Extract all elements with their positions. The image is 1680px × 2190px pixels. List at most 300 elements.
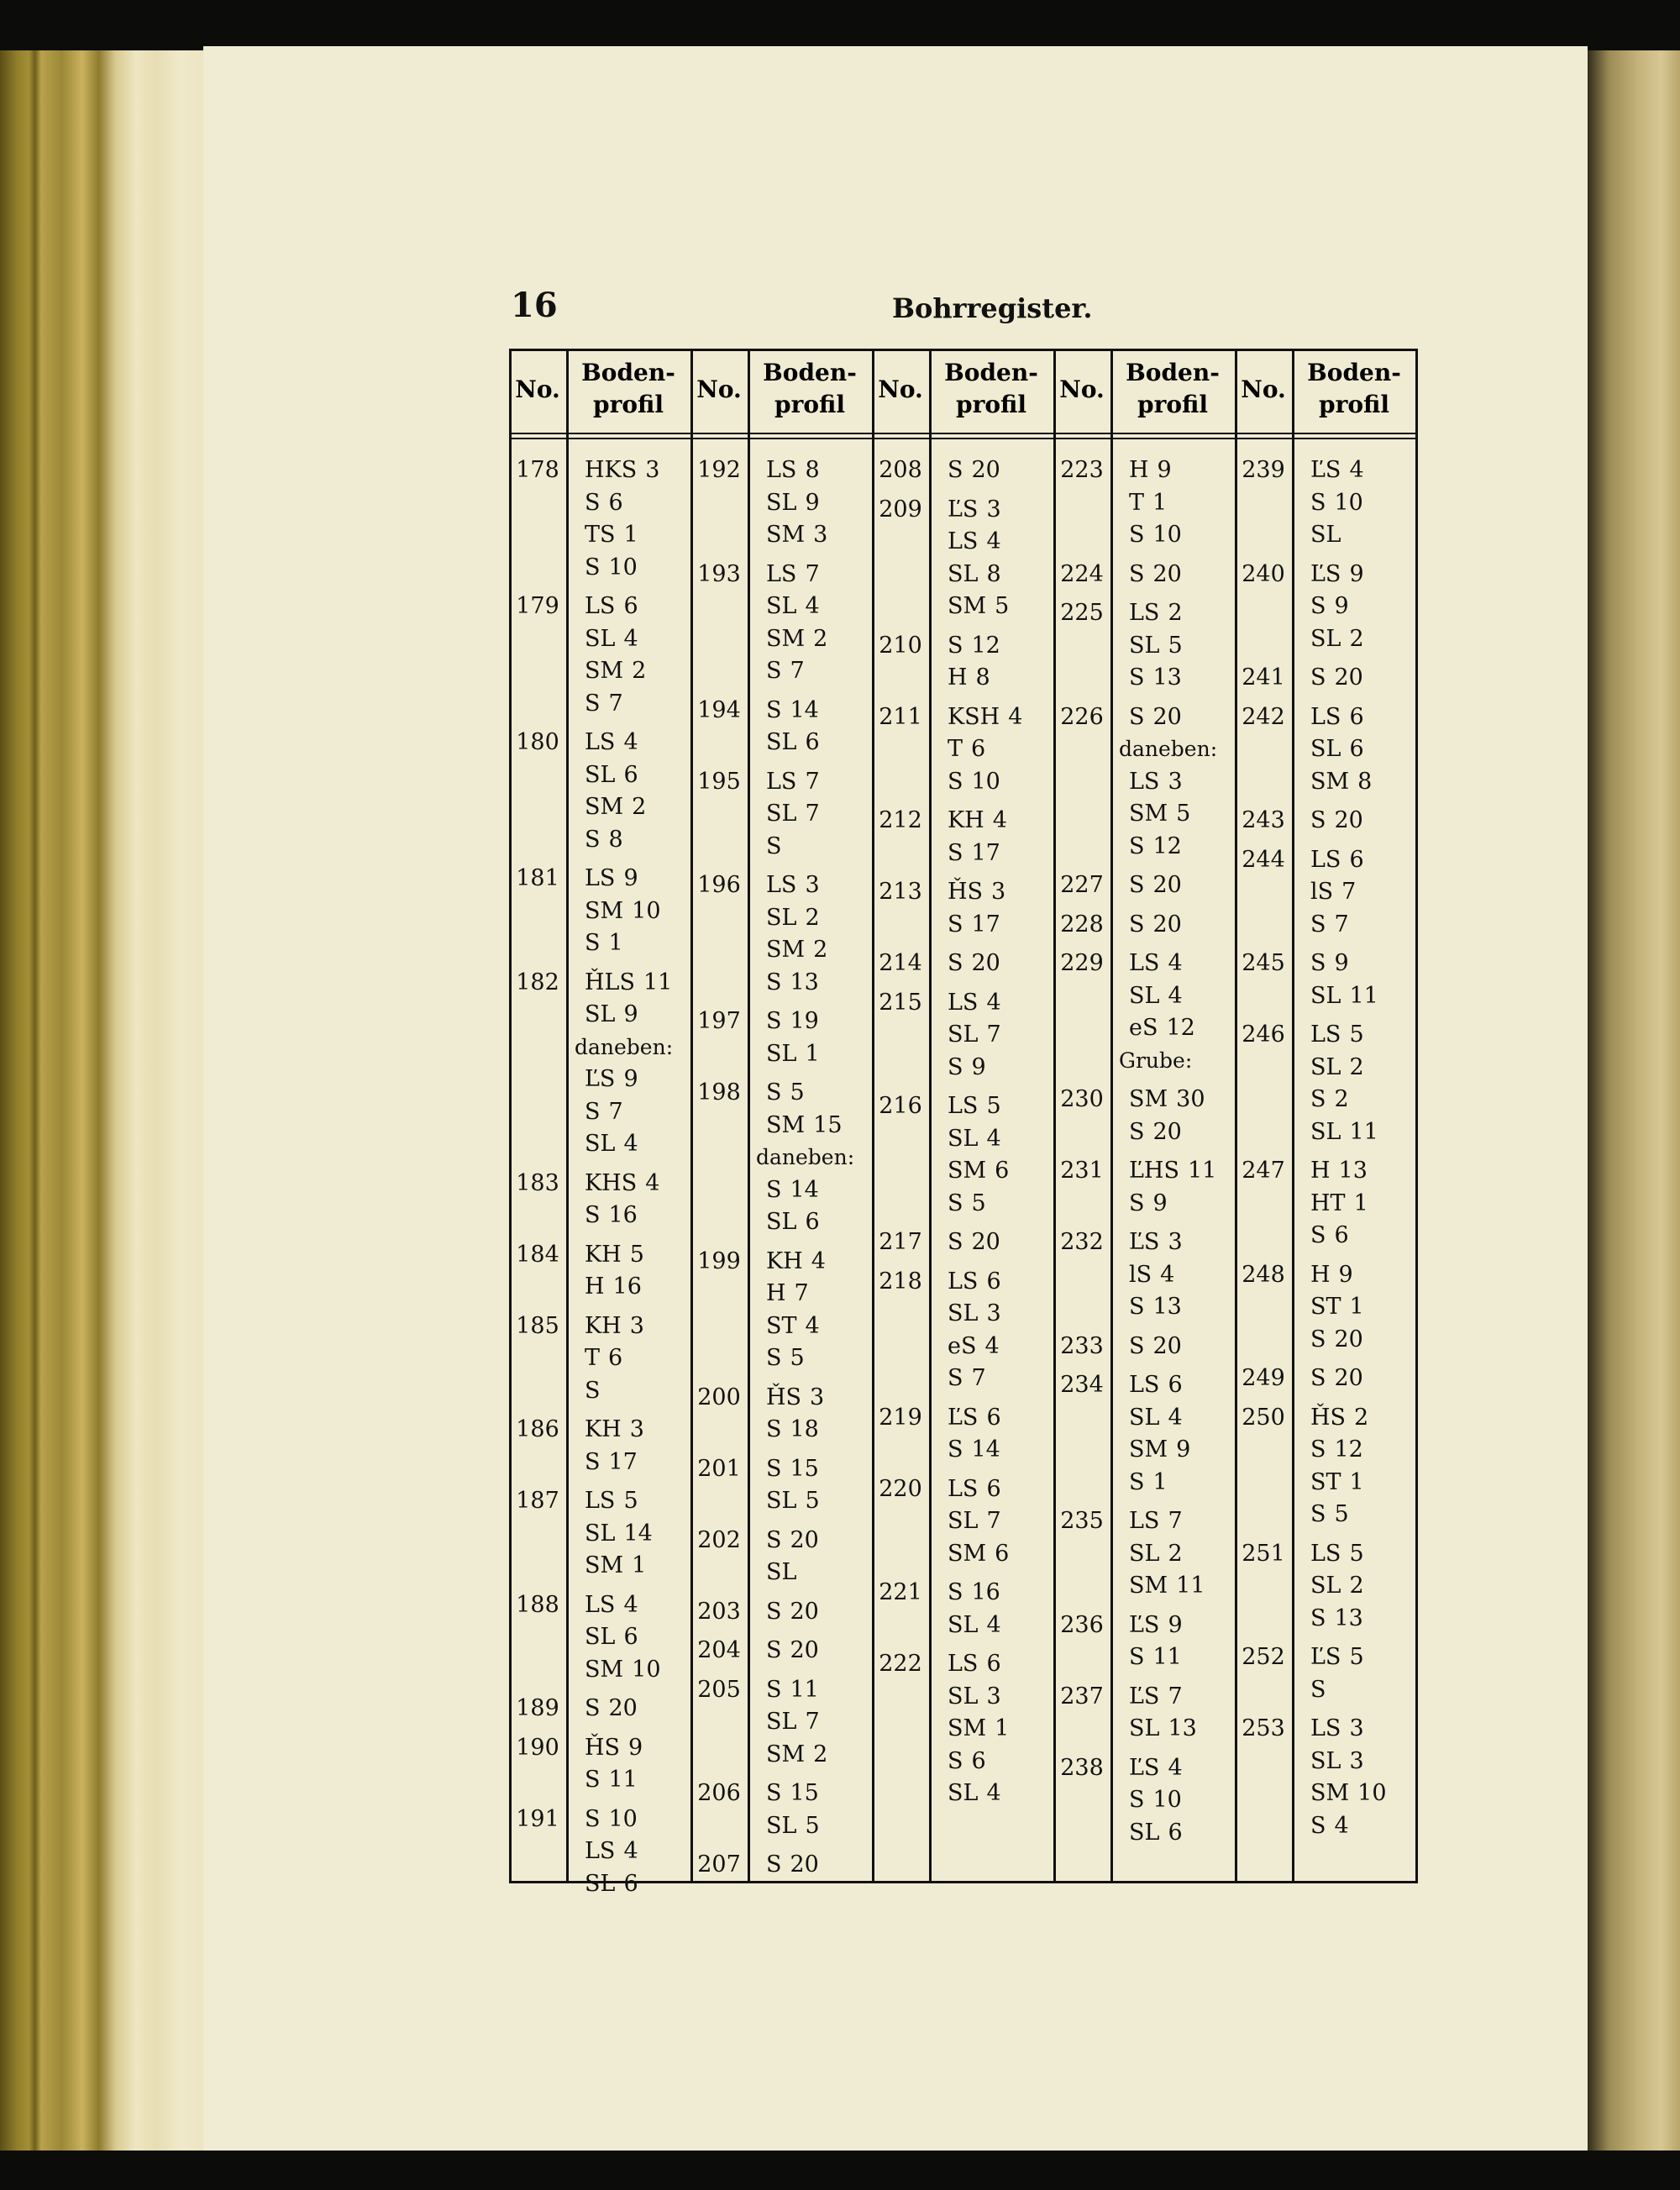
soil-code: S xyxy=(766,969,782,995)
boring-number: 210 xyxy=(879,632,922,659)
layer-thickness: 3 xyxy=(813,522,828,548)
layer-thickness: 9 xyxy=(1152,1190,1168,1216)
boring-number: 233 xyxy=(1060,1332,1104,1359)
profile-layer xyxy=(766,800,820,828)
soil-code: S xyxy=(948,1579,963,1605)
layer-thickness: 20 xyxy=(608,1695,638,1721)
boring-number: 223 xyxy=(1060,457,1104,483)
layer-thickness: 3 xyxy=(1168,768,1183,795)
profile-layer xyxy=(766,1676,819,1704)
boring-number: 249 xyxy=(1242,1365,1285,1391)
boring-number: 201 xyxy=(697,1455,741,1482)
layer-thickness: 10 xyxy=(1152,522,1182,548)
soil-code: S xyxy=(1310,1222,1326,1248)
boring-number: 196 xyxy=(697,872,741,898)
boring-number: 178 xyxy=(516,457,559,483)
soil-code: SM xyxy=(948,1715,987,1741)
layer-thickness: 2 xyxy=(632,658,647,684)
layer-thickness: 1 xyxy=(1353,1190,1368,1216)
boring-number: 252 xyxy=(1242,1644,1285,1670)
layer-thickness: 7 xyxy=(1168,1683,1183,1709)
layer-thickness: 20 xyxy=(971,1229,1000,1255)
boring-number: 184 xyxy=(516,1241,559,1268)
layer-thickness: 12 xyxy=(1152,832,1182,859)
profile-layer xyxy=(585,793,646,822)
soil-code: S xyxy=(585,930,601,956)
profile-layer xyxy=(1129,911,1182,939)
layer-thickness: 5 xyxy=(790,1079,805,1106)
profile-layer xyxy=(766,1312,820,1341)
soil-code: T xyxy=(1129,489,1145,516)
soil-code: S xyxy=(766,1851,782,1878)
profile-layer xyxy=(1129,1540,1183,1568)
boring-number: 247 xyxy=(1242,1158,1285,1184)
profile-layer xyxy=(1310,521,1341,549)
soil-code: LS xyxy=(766,768,797,795)
soil-code: ȞS xyxy=(1310,1404,1347,1431)
soil-code: S xyxy=(1310,1676,1326,1703)
layer-thickness: 20 xyxy=(1152,560,1182,587)
boring-number: 182 xyxy=(516,969,559,995)
soil-code: HKS xyxy=(585,457,638,483)
soil-code: SL xyxy=(1310,1118,1341,1145)
profile-layer xyxy=(585,1656,661,1684)
header-bodenprofil xyxy=(566,357,690,421)
layer-thickness: 9 xyxy=(623,1066,638,1092)
profile-layer xyxy=(1129,1611,1183,1640)
layer-thickness: 12 xyxy=(1166,1015,1195,1041)
profile-layer xyxy=(1129,489,1167,517)
soil-code: SM xyxy=(766,1111,806,1138)
soil-code: SL xyxy=(585,625,616,652)
soil-code: ȞS xyxy=(766,1384,802,1410)
soil-code: S xyxy=(766,1780,782,1806)
soil-code: LS xyxy=(585,1488,616,1514)
layer-thickness: 14 xyxy=(971,1436,1000,1463)
layer-thickness: 9 xyxy=(1338,1261,1353,1288)
layer-thickness: 2 xyxy=(1349,625,1364,652)
soil-code: S xyxy=(766,1598,782,1625)
soil-code: S xyxy=(1310,664,1326,691)
soil-code: S xyxy=(1129,522,1145,548)
profile-layer xyxy=(948,1715,1009,1743)
soil-code: S xyxy=(1310,1604,1326,1631)
soil-code: S xyxy=(585,1377,601,1404)
layer-thickness: 5 xyxy=(1176,801,1191,827)
soil-code: ST xyxy=(766,1312,797,1339)
soil-code: H xyxy=(948,664,968,691)
profile-layer xyxy=(1310,1676,1326,1704)
profile-layer xyxy=(1310,1404,1368,1432)
soil-code: SM xyxy=(766,625,806,652)
layer-thickness: 5 xyxy=(623,1488,638,1514)
layer-thickness: 14 xyxy=(790,696,819,723)
profile-layer xyxy=(948,878,1005,906)
layer-thickness: 3 xyxy=(1349,1747,1364,1774)
soil-code: SL xyxy=(948,1611,979,1638)
soil-code: SM xyxy=(585,1656,624,1683)
soil-code: S xyxy=(1310,807,1326,833)
profile-layer xyxy=(1129,664,1182,692)
profile-layer xyxy=(948,911,1000,939)
layer-thickness: 9 xyxy=(628,1734,643,1761)
soil-code: SL xyxy=(948,1125,979,1152)
layer-thickness: 3 xyxy=(810,1384,825,1410)
profile-layer xyxy=(1129,1715,1197,1743)
layer-thickness: 10 xyxy=(1334,489,1363,516)
layer-thickness: 4 xyxy=(1168,982,1183,1009)
profile-layer xyxy=(1310,878,1356,906)
layer-thickness: 9 xyxy=(1334,950,1349,976)
soil-code: SL xyxy=(1129,1540,1160,1567)
layer-thickness: 3 xyxy=(805,872,820,898)
profile-layer xyxy=(585,1377,601,1405)
header-profile-line2: profil xyxy=(774,391,845,418)
soil-code: SL xyxy=(948,1508,979,1534)
soil-code: LS xyxy=(1310,1021,1341,1048)
layer-thickness: 11 xyxy=(1152,1644,1182,1670)
layer-thickness: 8 xyxy=(608,826,623,853)
layer-thickness: 3 xyxy=(986,1683,1001,1709)
profile-layer xyxy=(948,1332,1000,1361)
layer-thickness: 15 xyxy=(813,1111,843,1138)
layer-thickness: 1 xyxy=(995,1715,1010,1741)
boring-number: 200 xyxy=(697,1384,741,1410)
boring-number: 244 xyxy=(1242,846,1285,873)
profile-layer xyxy=(766,1415,819,1444)
layer-thickness: 6 xyxy=(1168,1819,1183,1846)
layer-thickness: 4 xyxy=(1008,703,1023,730)
layer-thickness: 4 xyxy=(984,1332,1000,1359)
boring-number: 235 xyxy=(1060,1508,1104,1534)
header-bodenprofil xyxy=(748,357,872,421)
profile-layer xyxy=(948,560,1001,589)
layer-thickness: 13 xyxy=(790,969,819,995)
layer-thickness: 6 xyxy=(623,1624,638,1650)
layer-thickness: 4 xyxy=(986,989,1001,1016)
layer-thickness: 9 xyxy=(1334,593,1349,619)
soil-code: LS xyxy=(948,1268,979,1295)
profile-layer xyxy=(1129,768,1183,796)
boring-number: 253 xyxy=(1242,1715,1285,1741)
boring-number: 194 xyxy=(697,696,741,723)
header-no: No. xyxy=(515,376,560,403)
profile-layer xyxy=(1310,1293,1364,1321)
soil-code: S xyxy=(1310,1812,1326,1839)
soil-code: S xyxy=(766,696,782,723)
layer-thickness: 20 xyxy=(790,1851,819,1878)
layer-thickness: 2 xyxy=(1354,1404,1369,1431)
layer-thickness: 3 xyxy=(986,1300,1001,1326)
soil-code: SL xyxy=(948,1300,979,1326)
layer-thickness: 6 xyxy=(1334,1222,1349,1248)
soil-code: S xyxy=(766,1345,782,1371)
soil-code: S xyxy=(585,1098,601,1125)
boring-number: 193 xyxy=(697,560,741,587)
profile-layer xyxy=(1129,800,1190,828)
layer-thickness: 20 xyxy=(790,1526,819,1553)
profile-layer xyxy=(585,1805,638,1834)
soil-code: LS xyxy=(1129,950,1160,976)
profile-layer xyxy=(766,1812,820,1841)
soil-code: S xyxy=(766,658,782,684)
soil-code: LS xyxy=(585,1838,616,1864)
soil-code: LS xyxy=(585,593,616,619)
layer-thickness: 6 xyxy=(995,1158,1010,1184)
profile-layer xyxy=(1310,806,1363,835)
profile-layer xyxy=(1129,1786,1182,1814)
profile-layer xyxy=(1310,949,1349,978)
boring-number: 186 xyxy=(516,1416,559,1442)
profile-layer xyxy=(1310,1643,1364,1672)
profile-layer xyxy=(766,1487,820,1515)
layer-thickness: 9 xyxy=(1349,560,1364,587)
boring-number: 230 xyxy=(1060,1086,1104,1112)
soil-code: SL xyxy=(766,593,797,619)
profile-layer xyxy=(1129,1683,1183,1711)
profile-layer xyxy=(766,728,820,757)
soil-code: S xyxy=(585,554,601,580)
profile-layer xyxy=(585,761,638,790)
boring-number: 225 xyxy=(1060,600,1104,626)
soil-code: SL xyxy=(766,1812,797,1839)
profile-layer xyxy=(948,989,1001,1017)
boring-number: 228 xyxy=(1060,911,1104,937)
soil-code: SL xyxy=(766,801,797,827)
layer-thickness: 2 xyxy=(1168,600,1183,626)
profile-layer xyxy=(766,1176,819,1205)
boring-number: 192 xyxy=(697,457,741,483)
header-bodenprofil xyxy=(1292,357,1416,421)
profile-layer xyxy=(585,728,638,757)
profile-layer xyxy=(1129,1261,1174,1289)
boring-number: 221 xyxy=(879,1579,922,1605)
layer-thickness: 3 xyxy=(629,1312,644,1339)
boring-number: 234 xyxy=(1060,1372,1104,1398)
soil-code: LS xyxy=(585,729,616,755)
soil-code: KH xyxy=(948,807,984,833)
layer-thickness: 9 xyxy=(805,489,820,516)
soil-code: SM xyxy=(766,937,806,963)
layer-thickness: 30 xyxy=(1176,1086,1205,1112)
layer-thickness: 1 xyxy=(623,522,638,548)
layer-thickness: 5 xyxy=(629,1241,644,1268)
soil-code: SM xyxy=(948,1540,987,1567)
profile-layer xyxy=(1310,1468,1364,1497)
layer-thickness: 13 xyxy=(1334,1604,1363,1631)
boring-number: 238 xyxy=(1060,1754,1104,1781)
profile-layer xyxy=(948,592,1009,621)
soil-code: H xyxy=(585,1274,605,1300)
layer-thickness: 7 xyxy=(794,1280,809,1306)
soil-code: SM xyxy=(585,794,624,820)
layer-thickness: 8 xyxy=(986,560,1001,587)
layer-thickness: 6 xyxy=(1349,846,1364,873)
layer-thickness: 17 xyxy=(971,839,1000,866)
soil-code: ĽS xyxy=(1129,1754,1160,1781)
soil-code: ST xyxy=(1310,1468,1341,1495)
layer-thickness: 11 xyxy=(790,1676,819,1703)
profile-layer xyxy=(948,456,1000,485)
profile-layer xyxy=(766,1558,796,1587)
layer-thickness: 18 xyxy=(790,1416,819,1442)
soil-code: KH xyxy=(585,1312,622,1339)
layer-thickness: 20 xyxy=(790,1598,819,1625)
layer-thickness: 6 xyxy=(623,593,638,619)
profile-layer xyxy=(756,1143,854,1172)
layer-thickness: 2 xyxy=(1168,1540,1183,1567)
soil-code: LS xyxy=(948,1475,979,1502)
profile-layer xyxy=(948,632,1000,660)
profile-layer xyxy=(1310,560,1364,589)
soil-code: SM xyxy=(1310,1780,1350,1806)
profile-layer xyxy=(1310,1812,1349,1841)
soil-code: LS xyxy=(1129,768,1160,795)
soil-code: KH xyxy=(585,1416,622,1442)
profile-layer xyxy=(766,1040,820,1069)
layer-thickness: 7 xyxy=(805,801,820,827)
column-rule xyxy=(1110,349,1113,1883)
profile-layer xyxy=(1310,625,1364,654)
profile-layer xyxy=(948,1092,1001,1121)
soil-code: T xyxy=(585,1345,601,1371)
layer-thickness: 14 xyxy=(623,1520,653,1547)
profile-layer xyxy=(585,657,646,685)
boring-number: 219 xyxy=(879,1404,922,1431)
boring-number: 222 xyxy=(879,1651,922,1677)
soil-code: S xyxy=(948,1190,963,1216)
soil-code: S xyxy=(1129,1644,1145,1670)
boring-number: 248 xyxy=(1242,1261,1285,1288)
profile-layer xyxy=(948,839,1000,868)
profile-layer xyxy=(948,1190,986,1218)
layer-thickness: 11 xyxy=(1176,1573,1205,1599)
layer-thickness: 7 xyxy=(971,1365,986,1391)
profile-layer xyxy=(1129,1404,1183,1432)
layer-thickness: 2 xyxy=(1349,1053,1364,1080)
profile-layer xyxy=(585,1837,638,1866)
profile-layer xyxy=(766,1636,819,1665)
boring-number: 191 xyxy=(516,1805,559,1832)
layer-thickness: 10 xyxy=(632,1656,661,1683)
layer-thickness: 6 xyxy=(1349,703,1364,730)
soil-code: ĽS xyxy=(948,496,979,523)
soil-code: SM xyxy=(1129,801,1168,827)
soil-code: SL xyxy=(766,1488,797,1514)
soil-code: S xyxy=(766,832,782,859)
profile-layer xyxy=(1129,1643,1182,1672)
layer-thickness: 1 xyxy=(1349,1468,1364,1495)
layer-thickness: 7 xyxy=(790,658,805,684)
profile-layer xyxy=(766,1247,826,1276)
layer-thickness: 1 xyxy=(608,930,623,956)
profile-layer xyxy=(948,1125,1001,1153)
header-profile-line1: Boden- xyxy=(763,359,857,386)
profile-layer xyxy=(1129,1190,1168,1218)
boring-number: 180 xyxy=(516,729,559,755)
header-profile-line2: profil xyxy=(593,391,664,418)
profile-layer xyxy=(1310,1021,1364,1049)
boring-number: 226 xyxy=(1060,703,1104,730)
layer-thickness: 14 xyxy=(790,1176,819,1203)
soil-code: S xyxy=(585,1202,601,1228)
layer-thickness: 5 xyxy=(1168,632,1183,659)
soil-code: S xyxy=(948,1365,963,1391)
profile-layer xyxy=(585,864,638,893)
soil-code: S xyxy=(766,1676,782,1703)
profile-layer xyxy=(1129,1572,1205,1600)
profile-layer xyxy=(585,929,623,958)
profile-layer xyxy=(766,1708,820,1736)
soil-code: daneben: xyxy=(756,1145,855,1169)
layer-thickness: 6 xyxy=(971,1747,986,1774)
layer-thickness: 4 xyxy=(623,1591,638,1618)
profile-layer xyxy=(766,1344,805,1373)
soil-code: S xyxy=(1129,1190,1145,1216)
layer-thickness: 11 xyxy=(608,1767,638,1793)
profile-layer xyxy=(1129,703,1182,732)
header-profile-line2: profil xyxy=(1137,391,1208,418)
layer-thickness: 4 xyxy=(623,729,638,755)
profile-layer xyxy=(1129,1436,1190,1464)
profile-layer xyxy=(1310,1118,1378,1147)
profile-layer xyxy=(766,1111,843,1140)
layer-thickness: 3 xyxy=(991,879,1006,905)
layer-thickness: 16 xyxy=(612,1274,642,1300)
soil-code: lS xyxy=(1310,879,1334,905)
layer-thickness: 9 xyxy=(623,865,638,891)
layer-thickness: 12 xyxy=(971,632,1000,659)
profile-layer xyxy=(948,1268,1001,1296)
profile-layer xyxy=(585,625,638,654)
profile-layer xyxy=(766,1455,819,1484)
soil-code: S xyxy=(585,826,601,853)
layer-thickness: 17 xyxy=(608,1448,638,1475)
layer-thickness: 20 xyxy=(1152,1332,1182,1359)
layer-thickness: 10 xyxy=(1357,1780,1387,1806)
profile-layer xyxy=(1310,1500,1349,1529)
layer-thickness: 20 xyxy=(1334,1365,1363,1391)
soil-code: S xyxy=(948,1229,963,1255)
profile-layer xyxy=(585,592,638,621)
layer-thickness: 5 xyxy=(1334,1501,1349,1527)
soil-code: LS xyxy=(1310,1540,1341,1567)
profile-layer xyxy=(766,1384,824,1412)
layer-thickness: 7 xyxy=(805,1709,820,1735)
layer-thickness: 9 xyxy=(971,1053,986,1080)
soil-code: SL xyxy=(585,1624,616,1650)
soil-code: lS xyxy=(1129,1261,1152,1288)
boring-number: 179 xyxy=(516,593,559,619)
column-rule xyxy=(566,349,569,1883)
profile-layer xyxy=(585,1870,638,1899)
profile-layer xyxy=(1310,703,1364,732)
boring-number: 245 xyxy=(1242,950,1285,976)
profile-layer xyxy=(1310,456,1364,485)
layer-thickness: 6 xyxy=(986,1404,1001,1431)
header-profile-line1: Boden- xyxy=(1126,359,1220,386)
profile-layer xyxy=(1310,1053,1364,1082)
profile-layer xyxy=(585,456,659,485)
boring-number: 187 xyxy=(516,1488,559,1514)
layer-thickness: 13 xyxy=(1152,1294,1182,1320)
profile-layer xyxy=(948,703,1022,732)
soil-code: S xyxy=(948,839,963,866)
soil-code: SM xyxy=(1129,1086,1168,1112)
profile-layer xyxy=(585,1065,638,1094)
layer-thickness: 2 xyxy=(805,904,820,931)
boring-number: 214 xyxy=(879,950,922,976)
